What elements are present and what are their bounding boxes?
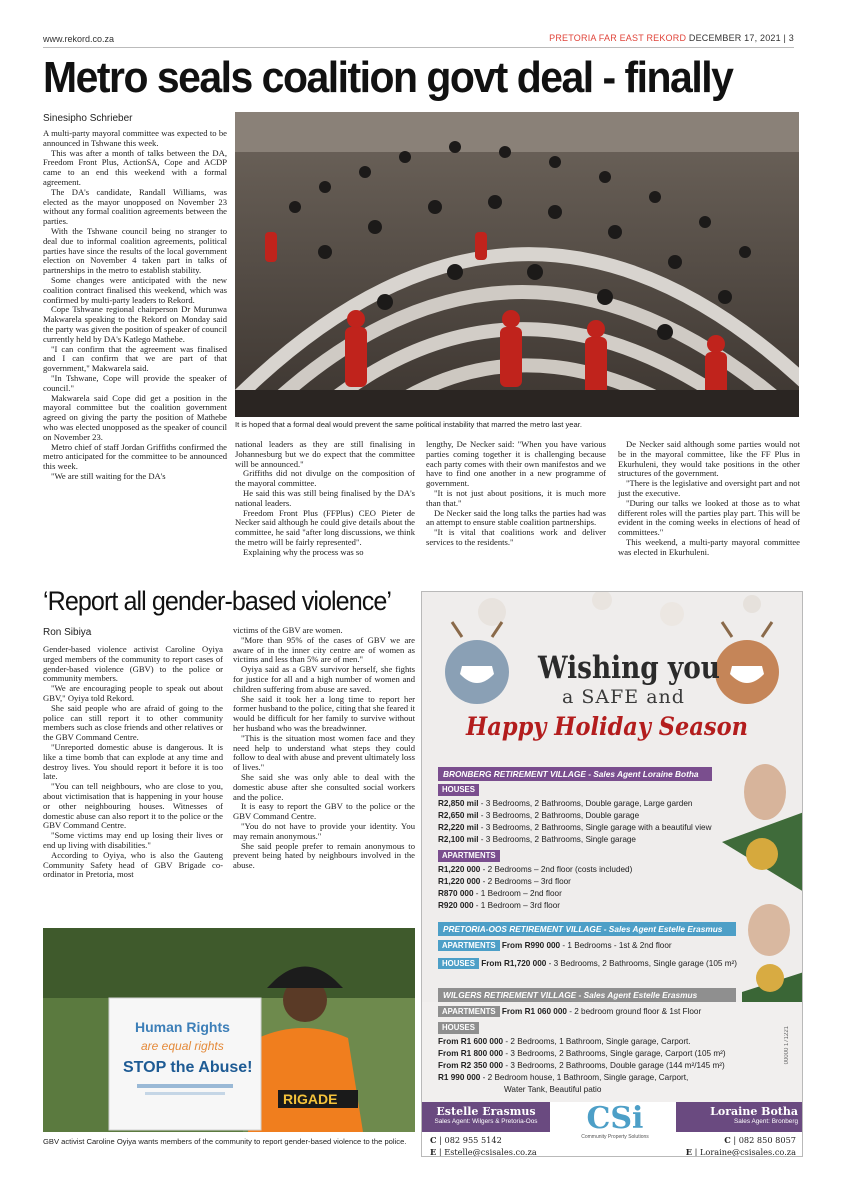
oos-heading: PRETORIA-OOS RETIREMENT VILLAGE - Sales Agent Estelle Erasmus (438, 922, 736, 936)
listing-line: R1,220 000 - 2 Bedrooms – 3rd floor (438, 877, 571, 886)
paragraph: Makwarela said Cope did get a position in the mayoral committee but the coalition government agreed on giving the party the position of Mathebe who was elected unopposed as the speaker of council on November 23. (43, 392, 227, 442)
listing-line: From R1 600 000 - 2 Bedrooms, 1 Bathroom, Single garage, Carport. (438, 1037, 691, 1046)
story1-column-1 (43, 129, 227, 482)
paragraph: "We are still waiting for the DA's (51, 470, 166, 481)
story1-column-4 (618, 440, 800, 558)
paragraph: She said it took her a long time to report her former husband to the police, citing that she feared it would be difficult for her family to survive without her husband who was the breadwinner. (233, 693, 415, 733)
advert-footer (422, 1102, 803, 1157)
bronberg-heading: BRONBERG RETIREMENT VILLAGE - Sales Agent Loraine Botha (438, 767, 712, 781)
paragraph: Some changes were anticipated with the new coalition contract finalised this weekend, which was confirmed by multi-party leaders to Rekord. (43, 274, 227, 305)
vest-text: RIGADE (283, 1091, 338, 1107)
listing-line: R1 990 000 - 2 Bedroom house, 1 Bathroom, Single garage, Carport, (438, 1073, 689, 1082)
listing-line: HOUSES From R1,720 000 - 3 Bedrooms, 2 Bathrooms, Single garage (105 m²) (438, 958, 737, 969)
bronberg-houses-tag: HOUSES (438, 784, 479, 796)
wilgers-heading: WILGERS RETIREMENT VILLAGE - Sales Agent Estelle Erasmus (438, 988, 736, 1002)
agent-right-name: Loraine Botha (710, 1105, 798, 1118)
paragraph: This weekend, a multi-party mayoral committee was elected in Ekurhuleni. (618, 536, 800, 557)
sign-line-3: STOP the Abuse! (123, 1059, 253, 1076)
paragraph: "Some victims may end up losing their lives or end up living with disabilities." (43, 830, 223, 850)
listing-line: Water Tank, Beautiful patio (504, 1085, 602, 1094)
page-number: 3 (788, 33, 794, 43)
story1-byline: Sinesipho Schrieber (43, 113, 133, 124)
bronberg-apartments-tag: APARTMENTS (438, 850, 500, 862)
listing-line: R2,850 mil - 3 Bedrooms, 2 Bathrooms, Double garage, Large garden (438, 799, 693, 808)
csi-logo (570, 1101, 660, 1140)
paragraph: He said this was still being finalised by the DA's national leaders. (235, 487, 415, 508)
paragraph: "This is the situation most women face and they need help to understand what steps they could follow to deal with abuse and prevent ultimately loss of lives." (233, 732, 415, 773)
paragraph: De Necker said although some parties would not be in the mayoral committee, like the FF Plus in Ekurhuleni, they would take positions in the other structures of the government. (618, 439, 800, 479)
listing-line: R2,100 mil - 3 Bedrooms, 2 Bathrooms, Single garage (438, 835, 636, 844)
listing-line: APARTMENTS From R990 000 - 1 Bedrooms - 1st & 2nd floor (438, 940, 672, 951)
paragraph: lengthy, De Necker said: "When you have various parties coming together it is challenging because each party comes with their own manifestos and we have to find one another in a new programme of government. (426, 439, 606, 489)
paragraph: Cope Tshwane regional chairperson Dr Murunwa Makwarela speaking to the Rekord on Monday said the party was given the position of speaker of council currently held by DA's Katlego Mathebe. (43, 304, 227, 344)
activist-photo (43, 928, 415, 1132)
agent-left-role: Sales Agent: Wilgers & Pretoria-Oos (434, 1118, 538, 1125)
header-rule (43, 47, 794, 48)
page-header-info (549, 33, 794, 43)
paragraph: national leaders as they are still finalising in Johannesburg but we do expect that the committee will be announced." (235, 439, 415, 469)
listing-line: From R1 800 000 - 3 Bedrooms, 2 Bathrooms, Single garage, Carport (105 m²) (438, 1049, 726, 1058)
csi-logo-sub: Community Property Solutions (581, 1134, 649, 1140)
site-url: www.rekord.co.za (43, 34, 115, 44)
paragraph: "I can confirm that the agreement was finalised and I can confirm that we are part of that government," Makwarela said. (43, 343, 227, 374)
paragraph: "Unreported domestic abuse is dangerous. It is like a time bomb that can explode at any time and destroy lives. You should report it before it is too late. (43, 741, 223, 782)
paragraph: Freedom Front Plus (FFPlus) CEO Pieter de Necker said although he could give details about the committee, he said "after long discussions, we think the metro will be fairly represented". (235, 507, 415, 547)
greeting-line-2: a SAFE and (562, 686, 685, 708)
story1-photo-caption: It is hoped that a formal deal would prevent the same political instability that marred the metro last year. (235, 420, 582, 429)
sign-line-2: are equal rights (141, 1039, 224, 1053)
paragraph: "During our talks we looked at those as to what different roles will the parties play part. This will be evident in the coming weeks in elections of head of committees." (618, 497, 800, 538)
ad-code: 00000 171221 (784, 1026, 790, 1065)
agent-right-phone[interactable]: C | 082 850 8057 (724, 1135, 796, 1145)
paragraph: Oyiya said as a GBV survivor herself, she fights for justice for all and a high number of women and children suffering from abuse are saved. (233, 664, 415, 694)
paragraph: "There is the legislative and oversight part and not just the executive. (618, 478, 800, 498)
publication-name: PRETORIA FAR EAST REKORD (549, 33, 687, 43)
paragraph: "You can tell neighbours, who are close to you, about victimisation that is happening in your house or other neighbouring houses. Witnesses of domestic abuse can also report it to the police or the GBV Command Centre. (43, 781, 223, 831)
paragraph: She said she was only able to deal with the domestic abuse after she consulted social workers and the police. (233, 771, 415, 802)
listing-line: R870 000 - 1 Bedroom – 2nd floor (438, 889, 562, 898)
csi-logo-mark: CSi (586, 1101, 644, 1136)
paragraph: Griffiths did not divulge on the composition of the mayoral committee. (235, 468, 415, 489)
listing-line: R920 000 - 1 Bedroom – 3rd floor (438, 901, 560, 910)
paragraph: The DA's candidate, Randall Williams, was elected as the mayor unopposed on November 23 without any formal coalition agreements between the parties. (43, 186, 227, 227)
story2-headline: ‘Report all gender-based violence’ (43, 586, 392, 616)
listing-line: R2,220 mil - 3 Bedrooms, 2 Bathrooms, Single garage with a beautiful view (438, 823, 712, 832)
issue-date: DECEMBER 17, 2021 (688, 33, 781, 43)
estelle-photo (748, 904, 790, 956)
listing-line: R1,220 000 - 2 Bedrooms – 2nd floor (costs included) (438, 865, 633, 874)
paragraph: Gender-based violence activist Caroline Oyiya urged members of the community to report cases of gender-based violence (GBV) to the police or community members. (43, 644, 223, 684)
header-separator: | (783, 33, 787, 43)
paragraph: According to Oyiya, who is also the Gauteng Community Safety head of GBV Brigade co-ordinator in Pretoria, most (43, 849, 223, 880)
story2-column-1 (43, 645, 223, 880)
listing-line: APARTMENTS From R1 060 000 - 2 bedroom ground floor & 1st Floor (438, 1006, 701, 1017)
paragraph: De Necker said the long talks the parties had was an attempt to ensure stable coalition partnerships. (426, 507, 606, 528)
story1-column-3 (426, 440, 606, 548)
paragraph: A multi-party mayoral committee was expected to be announced in Tshwane this week. (43, 128, 227, 148)
story2-byline: Ron Sibiya (43, 627, 92, 638)
agent-left-email[interactable]: E | Estelle@csisales.co.za (430, 1147, 537, 1157)
agent-left-box (422, 1102, 550, 1132)
paragraph: Metro chief of staff Jordan Griffiths confirmed the metro anticipated for the committee to be announced this week. (43, 441, 227, 472)
greeting-line-1: Wishing you (538, 650, 720, 686)
retirement-village-advert (421, 591, 803, 1157)
paragraph: "More than 95% of the cases of GBV we are aware of in the inner city centre are of women as victims and less than 5% are of men." (233, 634, 415, 665)
agent-right-email[interactable]: E | Loraine@csisales.co.za (685, 1147, 796, 1157)
paragraph: "It is not just about positions, it is much more than that." (426, 487, 606, 508)
agent-right-role: Sales Agent: Bronberg (734, 1118, 798, 1125)
story2-photo-caption: GBV activist Caroline Oyiya wants members of the community to report gender-based violence to the police. (43, 1137, 407, 1146)
paragraph: "You do not have to provide your identity. You may remain anonymous." (233, 820, 415, 841)
paragraph: It is easy to report the GBV to the police or the GBV Command Centre. (233, 801, 415, 822)
paragraph: She said people who are afraid of going to the police can still report it to other community members such as close friends and other relatives or the GBV Command Centre. (43, 702, 223, 743)
paragraph: With the Tshwane council being no stranger to deal due to informal coalition agreements, political parties have since the results of the local government election on November 4 taken part in talks of partnerships in the metro to establish stability. (43, 225, 227, 276)
paragraph: This was after a month of talks between the DA, Freedom Front Plus, ActionSA, Cope and ACDP came to an end this weekend with a formal agreement. (43, 147, 227, 187)
agent-left-name: Estelle Erasmus (436, 1105, 536, 1118)
council-chamber-photo (235, 112, 799, 417)
story2-column-2 (233, 626, 415, 871)
paragraph: She said people prefer to remain anonymous to prevent being hated by neighbours involved in the abuse. (233, 840, 415, 871)
paragraph: "We are encouraging people to speak out about GBV," Oyiya told Rekord. (43, 683, 223, 703)
paragraph: victims of the GBV are women. (233, 625, 343, 635)
listing-line: R2,650 mil - 3 Bedrooms, 2 Bathrooms, Double garage (438, 811, 640, 820)
greeting-line-3: Happy Holiday Season (466, 712, 748, 741)
agent-right-box (676, 1102, 803, 1132)
listing-line: From R2 350 000 - 3 Bedrooms, 2 Bathrooms, Double garage (144 m²/145 m²) (438, 1061, 725, 1070)
paragraph: "In Tshwane, Cope will provide the speaker of council." (43, 372, 227, 393)
activist-illustration (43, 928, 415, 1132)
paragraph: "It is vital that coalitions work and deliver services to the residents." (426, 527, 606, 547)
story1-column-2 (235, 440, 415, 558)
paragraph: Explaining why the process was so (243, 546, 364, 557)
sign-line-1: Human Rights (135, 1019, 230, 1035)
story1-headline: Metro seals coalition govt deal - finally (43, 53, 733, 102)
council-chamber-illustration (235, 112, 799, 417)
agent-left-phone[interactable]: C | 082 955 5142 (430, 1135, 502, 1145)
wilgers-houses-tag: HOUSES (438, 1022, 479, 1034)
loraine-photo (744, 764, 786, 820)
